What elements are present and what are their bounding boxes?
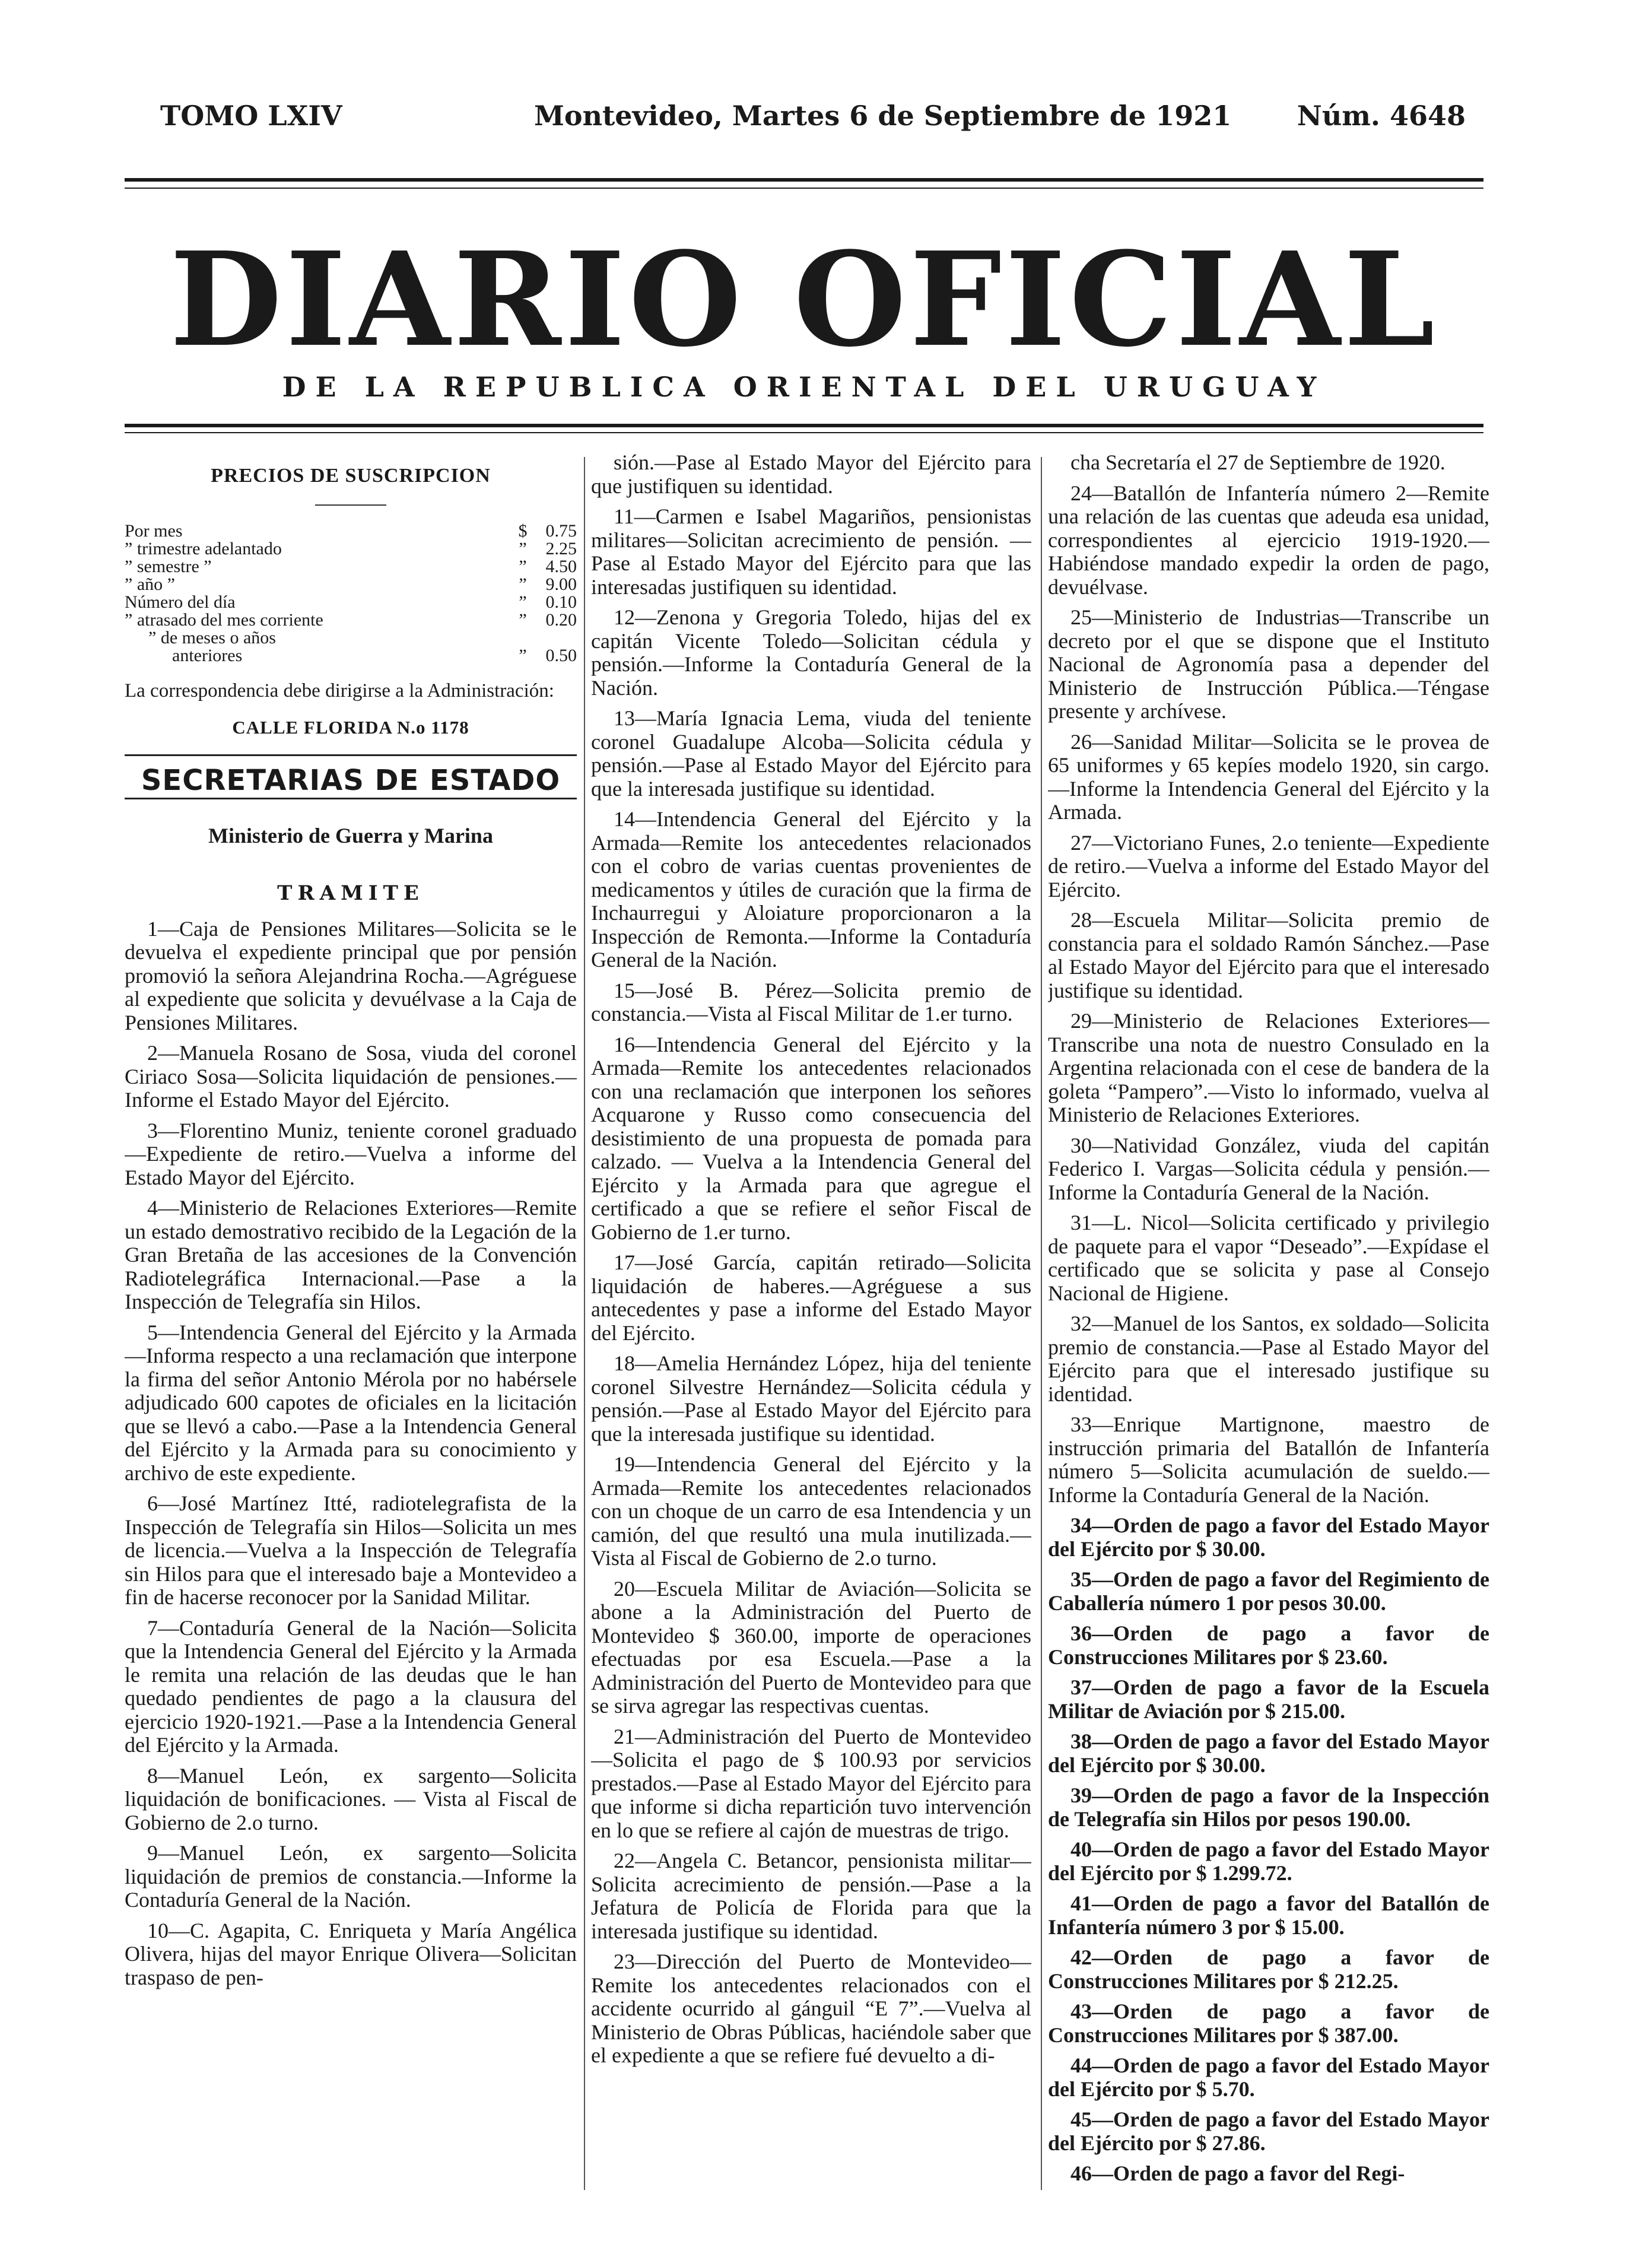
- tramite-entry: 18—Amelia Hernández López, hija del teniente coronel Silvestre Hernández—Solicita cédula y pensión.—Pase al Estado Mayor del Ejército para que la interesada justifique su identidad.: [591, 1351, 1031, 1446]
- price-ditto: ”: [519, 592, 527, 612]
- tramite-entry: 11—Carmen e Isabel Magariños, pensionistas militares—Solicitan acrecimiento de pensión. — Pase al Estado Mayor del Ejército para que las interesadas justifiquen su identidad.: [591, 504, 1031, 599]
- tramite-entry: cha Secretaría el 27 de Septiembre de 1920.: [1070, 451, 1446, 474]
- column-3: [1048, 451, 1489, 2208]
- administration-address: CALLE FLORIDA N.o 1178: [232, 716, 469, 738]
- subscription-table: [125, 522, 577, 665]
- tramite-entry: 10—C. Agapita, C. Enriqueta y María Angélica Olivera, hijas del mayor Enrique Olivera—Solicitan traspaso de pen-: [125, 1918, 577, 1989]
- price-row: [125, 558, 577, 576]
- price-row: [125, 576, 577, 593]
- price-row: [125, 522, 577, 540]
- tramite-entry: 14—Intendencia General del Ejército y la Armada—Remite los antecedentes relacionados con el cobro de varias cuentas provenientes de medicamentos y útiles de curación que la firma de Inchaurregui y Aloiature proporcionaron a la Inspección de Remonta.—Informe la Contaduría General de la Nación.: [591, 807, 1031, 972]
- section-rule: [125, 798, 577, 799]
- column-1: [125, 451, 577, 2208]
- price-value: 2.25: [545, 538, 577, 558]
- tramite-entry: 12—Zenona y Gregoria Toledo, hijas del ex capitán Vicente Toledo—Solicitan cédula y pensión.—Informe la Contaduría General de la Nación.: [591, 605, 1031, 700]
- section-rule: [125, 754, 577, 756]
- tramite-entry: 27—Victoriano Funes, 2.o teniente—Expediente de retiro.—Vuelva a informe del Estado Mayor del Ejército.: [1048, 830, 1489, 902]
- tramite-entry: 39—Orden de pago a favor de la Inspección de Telegrafía sin Hilos por pesos 190.00.: [1048, 1783, 1489, 1831]
- entries-column-1: [125, 918, 577, 1990]
- tramite-entry: 24—Batallón de Infantería número 2—Remite una relación de las cuentas que adeuda esa unidad, correspondientes al ejercicio 1919-1920.—Habiéndose mandado expedir la orden de pago, devuélvase.: [1048, 481, 1489, 599]
- price-ditto: ”: [519, 574, 527, 594]
- tramite-entry: 19—Intendencia General del Ejército y la Armada—Remite los antecedentes relacionados con un choque de un carro de esa Intendencia y un camión, del que resultó una mula inutilizada.—Vista al Fiscal de Gobierno de 2.o turno.: [591, 1452, 1031, 1570]
- tramite-entry: 2—Manuela Rosano de Sosa, viuda del coronel Ciriaco Sosa—Solicita liquidación de pensiones.—Informe el Estado Mayor del Ejército.: [125, 1041, 577, 1112]
- tramite-entry: 37—Orden de pago a favor de la Escuela Militar de Aviación por $ 215.00.: [1048, 1675, 1489, 1723]
- price-value: 0.10: [545, 592, 577, 612]
- price-ditto: ”: [519, 645, 527, 665]
- tramite-entry: 35—Orden de pago a favor del Regimiento de Caballería número 1 por pesos 30.00.: [1048, 1567, 1489, 1615]
- tramite-entry: 22—Angela C. Betancor, pensionista militar—Solicita acrecimiento de pensión.—Pase a la Jefatura de Policía de Florida para que la interesada justifique su identidad.: [591, 1849, 1031, 1943]
- price-label: Por mes: [125, 520, 183, 541]
- masthead-title: DIARIO OFICIAL: [170, 224, 1438, 376]
- issue-date: Montevideo, Martes 6 de Septiembre de 1921: [534, 100, 1232, 132]
- price-ditto: [516, 629, 529, 647]
- ministry-title: Ministerio de Guerra y Marina: [208, 823, 493, 847]
- tramite-entry: 26—Sanidad Militar—Solicita se le provea de 65 uniformes y 65 kepíes modelo 1920, sin cargo.—Informe la Intendencia General del Ejército y la Armada.: [1048, 729, 1489, 824]
- price-ditto: $: [518, 520, 528, 541]
- subscription-title: PRECIOS DE SUSCRIPCION: [211, 465, 491, 487]
- tramite-entry: 3—Florentino Muniz, teniente coronel graduado—Expediente de retiro.—Vuelva a informe del Estado Mayor del Ejército.: [125, 1118, 577, 1189]
- tramite-entry: 42—Orden de pago a favor de Construcciones Militares por $ 212.25.: [1048, 1945, 1489, 1993]
- price-row: [125, 611, 577, 629]
- short-rule: [315, 504, 386, 506]
- issue-line: [125, 100, 1483, 141]
- section-title: SECRETARIAS DE ESTADO: [141, 764, 561, 797]
- tramite-entry: 23—Dirección del Puerto de Montevideo—Remite los antecedentes relacionados con el accidente ocurrido al gánguil “E 7”.—Vuelva al Ministerio de Obras Públicas, haciéndole saber que el expediente a que se refiere fué devuelto a di-: [591, 1950, 1031, 2067]
- tramite-entry: 30—Natividad González, viuda del capitán Federico I. Vargas—Solicita cédula y pensión.—Informe la Contaduría General de la Nación.: [1048, 1133, 1489, 1204]
- price-row: [125, 629, 577, 647]
- tramite-entry: 45—Orden de pago a favor del Estado Mayor del Ejército por $ 27.86.: [1048, 2107, 1489, 2155]
- correspondence-note: La correspondencia debe dirigirse a la Administración:: [125, 680, 554, 701]
- issue-number: Núm. 4648: [1297, 100, 1466, 132]
- tramite-entry: 29—Ministerio de Relaciones Exteriores—Transcribe una nota de nuestro Consulado en la Argentina relacionada con el cese de bandera de la goleta “Pampero”.—Visto lo informado, vuelva al Ministerio de Relaciones Exteriores.: [1048, 1009, 1489, 1126]
- masthead-rule-thick: [125, 424, 1483, 427]
- price-label: ” atrasado del mes corriente: [125, 610, 323, 630]
- price-label: ” de meses o años: [148, 627, 276, 647]
- tramite-entry: 41—Orden de pago a favor del Batallón de Infantería número 3 por $ 15.00.: [1048, 1891, 1489, 1939]
- tramite-entry: 8—Manuel León, ex sargento—Solicita liquidación de bonificaciones. — Vista al Fiscal de Gobierno de 2.o turno.: [125, 1763, 577, 1834]
- price-value: 0.50: [545, 645, 577, 665]
- tramite-entry: 13—María Ignacia Lema, viuda del teniente coronel Guadalupe Alcoba—Solicita cédula y pensión.—Pase al Estado Mayor del Ejército para que la interesada justifique su identidad.: [591, 706, 1031, 801]
- column-separator: [584, 457, 585, 2190]
- price-row: [125, 647, 577, 665]
- tramite-entry: 36—Orden de pago a favor de Construcciones Militares por $ 23.60.: [1048, 1621, 1489, 1669]
- tramite-entry: 32—Manuel de los Santos, ex soldado—Solicita premio de constancia.—Pase al Estado Mayor del Ejército para que el interesado justifique su identidad.: [1048, 1312, 1489, 1406]
- tramite-entry: 17—José García, capitán retirado—Solicita liquidación de haberes.—Agréguese a sus antecedentes y pase a informe del Estado Mayor del Ejército.: [591, 1250, 1031, 1345]
- masthead-rule-thin: [125, 432, 1483, 433]
- price-label: ” trimestre adelantado: [125, 538, 282, 558]
- tramite-entry: 31—L. Nicol—Solicita certificado y privilegio de paquete para el vapor “Deseado”.—Expídase el certificado que se solicita y pase al Consejo Nacional de Higiene.: [1048, 1211, 1489, 1305]
- tramite-entry: 40—Orden de pago a favor del Estado Mayor del Ejército por $ 1.299.72.: [1048, 1837, 1489, 1885]
- tramite-entry: 33—Enrique Martignone, maestro de instrucción primaria del Batallón de Infantería número 5—Solicita acumulación de sueldo.—Informe la Contaduría General de la Nación.: [1048, 1412, 1489, 1507]
- price-value: [529, 629, 577, 647]
- price-row: [125, 540, 577, 558]
- tramite-entry: 44—Orden de pago a favor del Estado Mayor del Ejército por $ 5.70.: [1048, 2053, 1489, 2101]
- column-2: [591, 451, 1031, 2208]
- price-label: ” año ”: [125, 574, 175, 594]
- tramite-entry: 7—Contaduría General de la Nación—Solicita que la Intendencia General del Ejército y la Armada le remita una relación de las deudas que le han quedado pendientes de pago a la clausura del ejercicio 1920-1921.—Pase a la Intendencia General del Ejército y la Armada.: [125, 1615, 577, 1757]
- top-rule-thin: [125, 188, 1483, 189]
- price-label: anteriores: [172, 645, 243, 665]
- tramite-entry: 34—Orden de pago a favor del Estado Mayor del Ejército por $ 30.00.: [1048, 1513, 1489, 1561]
- tramite-entry: 25—Ministerio de Industrias—Transcribe un decreto por el que se dispone que el Instituto Nacional de Agronomía pasa a depender del Ministerio de Instrucción Pública.—Téngase presente y archívese.: [1048, 605, 1489, 723]
- tramite-entry: 5—Intendencia General del Ejército y la Armada—Informa respecto a una reclamación que interpone la firma del señor Antonio Mérola por no habérsele adjudicado 600 capotes de oficiales en la licitación que se llevó a cabo.—Pase a la Intendencia General del Ejército y la Armada para su conocimiento y archivo de este expediente.: [125, 1320, 577, 1485]
- volume-number: TOMO LXIV: [160, 100, 342, 132]
- tramite-entry: 1—Caja de Pensiones Militares—Solicita se le devuelva el expediente principal que por pensión promovió la señora Alejandrina Rocha.—Agréguese al expediente que solicita y devuélvase a la Caja de Pensiones Militares.: [125, 916, 577, 1034]
- price-ditto: ”: [519, 610, 527, 630]
- tramite-entry: 15—José B. Pérez—Solicita premio de constancia.—Vista al Fiscal Militar de 1.er turno.: [591, 978, 1031, 1026]
- tramite-entry: 16—Intendencia General del Ejército y la Armada—Remite los antecedentes relacionados con una reclamación que interponen los señores Acquarone y Russo como consecuencia del desistimiento de una propuesta de pomada para calzado. — Vuelva a la Intendencia General del Ejército y la Armada para que agregue el certificado a que se refiere el señor Fiscal de Gobierno de 1.er turno.: [591, 1032, 1031, 1244]
- price-ditto: ”: [519, 556, 527, 576]
- price-ditto: ”: [519, 538, 527, 558]
- entries-column-2: [591, 451, 1031, 2068]
- column-separator: [1041, 457, 1042, 2190]
- price-value: 9.00: [545, 574, 577, 594]
- tramite-entry: 6—José Martínez Itté, radiotelegrafista de la Inspección de Telegrafía sin Hilos—Solicita un mes de licencia.—Vuelva a la Inspección de Telegrafía sin Hilos para que el interesado baje a Montevideo a fin de hacerse reconocer por la Sanidad Militar.: [125, 1491, 577, 1609]
- tramite-entry: 9—Manuel León, ex sargento—Solicita liquidación de premios de constancia.—Informe la Contaduría General de la Nación.: [125, 1841, 577, 1912]
- tramite-entry: 20—Escuela Militar de Aviación—Solicita se abone a la Administración del Puerto de Montevideo $ 360.00, importe de operaciones efectuadas por esa Escuela.—Pase a la Administración del Puerto de Montevideo para que se sirva agregar las respectivas cuentas.: [591, 1576, 1031, 1718]
- price-label: Número del día: [125, 592, 236, 612]
- price-value: 4.50: [545, 556, 577, 576]
- tramite-entry: 46—Orden de pago a favor del Regi-: [1070, 2161, 1405, 2185]
- tramite-entry: 21—Administración del Puerto de Montevideo—Solicita el pago de $ 100.93 por servicios prestados.—Pase al Estado Mayor del Ejército para que informe si dicha repartición tuvo intervención en lo que se refiere al cajón de muestras de trigo.: [591, 1724, 1031, 1842]
- entries-column-3: [1048, 451, 1489, 2186]
- masthead-subtitle: DE LA REPUBLICA ORIENTAL DEL URUGUAY: [282, 371, 1326, 403]
- tramite-entry: 28—Escuela Militar—Solicita premio de constancia para el soldado Ramón Sánchez.—Pase al Estado Mayor del Ejército para que el interesado justifique su identidad.: [1048, 908, 1489, 1002]
- tramite-entry: 38—Orden de pago a favor del Estado Mayor del Ejército por $ 30.00.: [1048, 1729, 1489, 1777]
- price-value: 0.20: [545, 610, 577, 630]
- top-rule-thick: [125, 178, 1483, 182]
- tramite-heading: TRAMITE: [277, 881, 424, 905]
- price-row: [125, 593, 577, 611]
- tramite-entry: sión.—Pase al Estado Mayor del Ejército para que justifiquen su identidad.: [591, 451, 1031, 498]
- price-value: 0.75: [545, 520, 577, 541]
- tramite-entry: 4—Ministerio de Relaciones Exteriores—Remite un estado demostrativo recibido de la Legación de la Gran Bretaña de las accesiones de la Convención Radiotelegráfica Internacional.—Pase a la Inspección de Telegrafía sin Hilos.: [125, 1196, 577, 1313]
- price-label: ” semestre ”: [125, 556, 212, 576]
- tramite-entry: 43—Orden de pago a favor de Construcciones Militares por $ 387.00.: [1048, 1999, 1489, 2047]
